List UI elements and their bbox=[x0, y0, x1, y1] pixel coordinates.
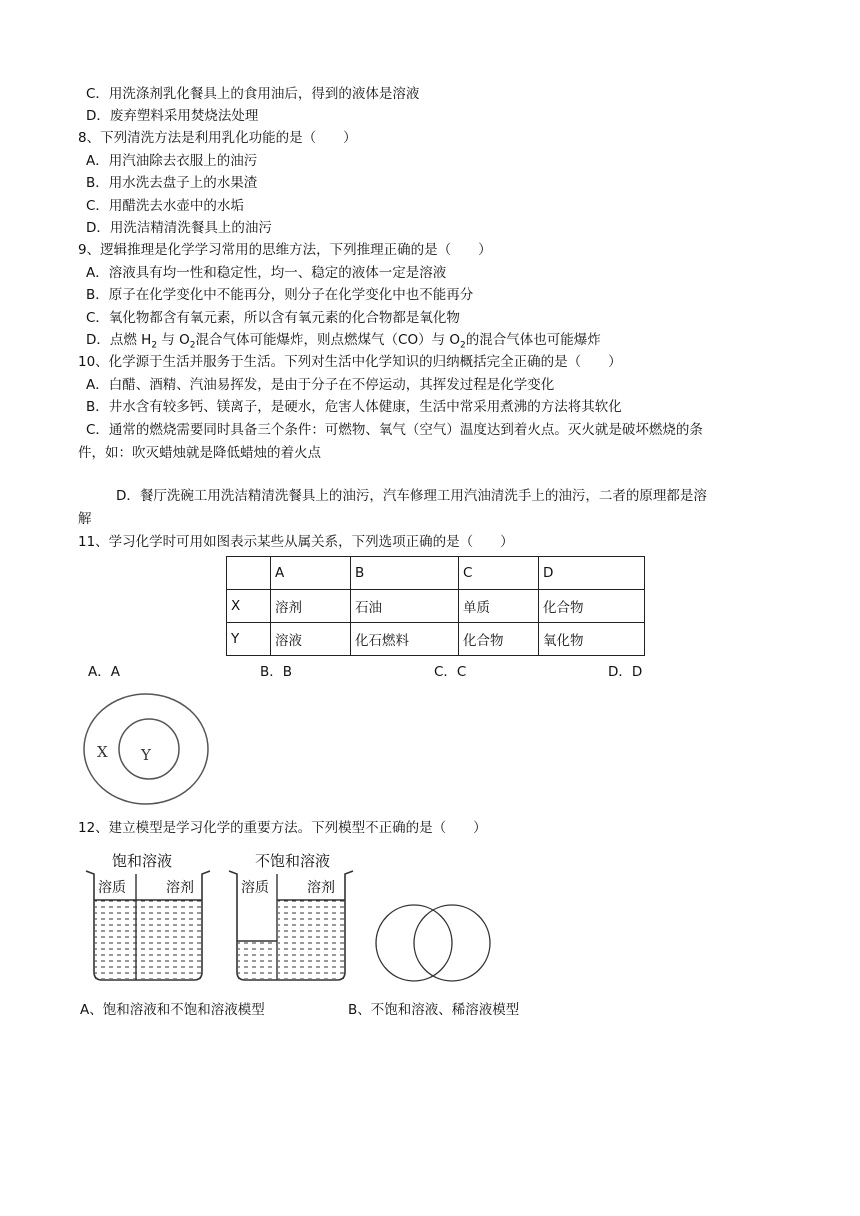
unsaturated-solution-beaker bbox=[227, 868, 355, 984]
option-8b: B．用水洗去盘子上的水果渣 bbox=[86, 175, 258, 191]
outer-set-label: X bbox=[97, 743, 108, 761]
option-9b: B．原子在化学变化中不能再分，则分子在化学变化中也不能再分 bbox=[86, 287, 474, 303]
inner-set-label: Y bbox=[141, 746, 151, 764]
option-8c: C．用醋洗去水壶中的水垢 bbox=[86, 198, 244, 214]
table-cell: C bbox=[459, 557, 539, 590]
table-row bbox=[227, 623, 645, 656]
table-cell bbox=[227, 557, 271, 590]
table-cell: 氧化物 bbox=[539, 623, 645, 656]
caption-12a: A、饱和溶液和不饱和溶液模型 bbox=[80, 1002, 265, 1018]
table-cell: 石油 bbox=[351, 590, 459, 623]
option-10d-line2: 解 bbox=[78, 511, 92, 527]
table-row bbox=[227, 557, 645, 590]
table-cell: B bbox=[351, 557, 459, 590]
beaker1-solvent-label: 溶剂 bbox=[166, 880, 194, 896]
saturated-solution-beaker bbox=[84, 868, 212, 984]
beaker1-solute-label: 溶质 bbox=[98, 880, 126, 896]
option-10c-line1: C．通常的燃烧需要同时具备三个条件：可燃物、氧气（空气）温度达到着火点。灭火就是破坏燃烧的条 bbox=[86, 422, 703, 438]
option-8d: D．用洗洁精清洗餐具上的油污 bbox=[86, 220, 272, 236]
option-10a: A．白醋、酒精、汽油易挥发，是由于分子在不停运动，其挥发过程是化学变化 bbox=[86, 377, 555, 393]
question-12: 12、建立模型是学习化学的重要方法。下列模型不正确的是（ ） bbox=[78, 820, 487, 836]
table-row bbox=[227, 590, 645, 623]
option-9a: A．溶液具有均一性和稳定性，均一、稳定的液体一定是溶液 bbox=[86, 265, 447, 281]
table-cell: 化合物 bbox=[539, 590, 645, 623]
table-cell: 化石燃料 bbox=[351, 623, 459, 656]
table-cell: Y bbox=[227, 623, 271, 656]
beaker2-solvent-label: 溶剂 bbox=[307, 880, 335, 896]
table-cell: X bbox=[227, 590, 271, 623]
option-10b: B．井水含有较多钙、镁离子，是硬水，危害人体健康，生活中常采用煮沸的方法将其软化 bbox=[86, 399, 622, 415]
subset-circle-diagram bbox=[80, 690, 212, 808]
caption-12b: B、不饱和溶液、稀溶液模型 bbox=[348, 1002, 520, 1018]
table-cell: 化合物 bbox=[459, 623, 539, 656]
option-10d-line1: D．餐厅洗碗工用洗洁精清洗餐具上的油污，汽车修理工用汽油清洗手上的油污，二者的原理都是溶 bbox=[116, 488, 707, 504]
answer-11c: C．C bbox=[434, 664, 467, 680]
question-8: 8、下列清洗方法是利用乳化功能的是（ ） bbox=[78, 130, 357, 146]
option-7d: D．废弃塑料采用焚烧法处理 bbox=[86, 108, 259, 124]
option-7c: C．用洗涤剂乳化餐具上的食用油后，得到的液体是溶液 bbox=[86, 86, 420, 102]
table-cell: 溶液 bbox=[271, 623, 351, 656]
table-cell: 单质 bbox=[459, 590, 539, 623]
question-11: 11、学习化学时可用如图表示某些从属关系，下列选项正确的是（ ） bbox=[78, 534, 514, 550]
answer-11d: D．D bbox=[608, 664, 643, 680]
answer-11a: A．A bbox=[88, 664, 120, 680]
table-cell: 溶剂 bbox=[271, 590, 351, 623]
option-10c-line2: 件，如：吹灭蜡烛就是降低蜡烛的着火点 bbox=[78, 445, 321, 461]
overlapping-circles-diagram bbox=[370, 902, 496, 984]
beaker2-solute-label: 溶质 bbox=[241, 880, 269, 896]
question-10: 10、化学源于生活并服务于生活。下列对生活中化学知识的归纳概括完全正确的是（ ） bbox=[78, 354, 622, 370]
beaker2-title: 不饱和溶液 bbox=[255, 852, 331, 870]
option-8a: A．用汽油除去衣服上的油污 bbox=[86, 153, 258, 169]
options-table bbox=[226, 556, 645, 656]
table-cell: D bbox=[539, 557, 645, 590]
beaker1-title: 饱和溶液 bbox=[112, 852, 173, 870]
table-cell: A bbox=[271, 557, 351, 590]
option-9c: C．氧化物都含有氧元素，所以含有氧元素的化合物都是氧化物 bbox=[86, 310, 460, 326]
option-9d: D．点燃 $H_2$ 与 $O_2$混合气体可能爆炸，则点燃煤气（CO）与 $O_2$的混合气体也可能爆炸 bbox=[86, 332, 601, 351]
answer-11b: B．B bbox=[260, 664, 293, 680]
question-9: 9、逻辑推理是化学学习常用的思维方法，下列推理正确的是（ ） bbox=[78, 242, 492, 258]
